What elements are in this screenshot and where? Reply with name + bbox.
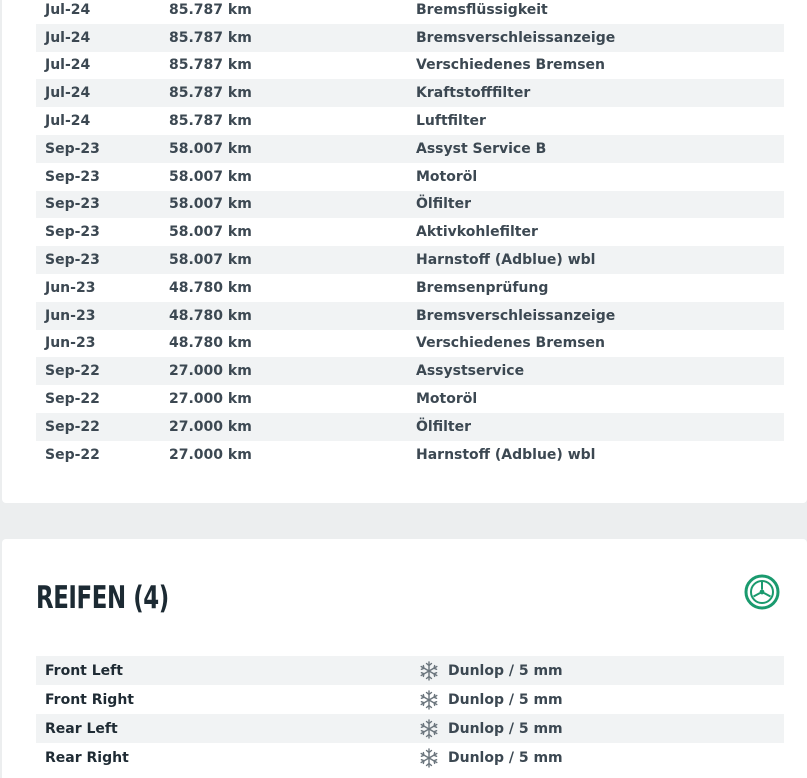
service-date: Sep-23 (45, 224, 100, 241)
service-date: Sep-23 (45, 196, 100, 213)
table-row (36, 163, 784, 191)
service-history-table (36, 0, 784, 469)
table-row (36, 685, 784, 714)
tire-position: Rear Right (45, 749, 129, 766)
snowflake-icon (410, 661, 448, 681)
service-mileage: 85.787 km (169, 85, 252, 102)
table-row (36, 714, 784, 743)
service-date: Jul-24 (45, 113, 91, 130)
tire-info: Dunlop / 5 mm (448, 720, 563, 737)
service-mileage: 58.007 km (169, 168, 252, 185)
service-item: Ölfilter (416, 196, 471, 213)
service-mileage: 85.787 km (169, 29, 252, 46)
service-date: Jun-23 (45, 335, 96, 352)
service-date: Sep-22 (45, 446, 100, 463)
service-item: Ölfilter (416, 418, 471, 435)
service-mileage: 27.000 km (169, 446, 252, 463)
tire-position: Front Left (45, 662, 123, 679)
table-row (36, 441, 784, 469)
tires-card (2, 539, 807, 778)
service-item: Bremsflüssigkeit (416, 1, 548, 18)
snowflake-icon (410, 748, 448, 768)
table-row (36, 330, 784, 358)
service-date: Sep-22 (45, 391, 100, 408)
table-row (36, 656, 784, 685)
service-mileage: 85.787 km (169, 113, 252, 130)
service-mileage: 27.000 km (169, 391, 252, 408)
tire-position: Front Right (45, 691, 134, 708)
service-item: Luftfilter (416, 113, 486, 130)
service-mileage: 85.787 km (169, 57, 252, 74)
table-row (36, 24, 784, 52)
service-item: Assyst Service B (416, 140, 547, 157)
table-row (36, 218, 784, 246)
service-date: Jul-24 (45, 29, 91, 46)
service-date: Jul-24 (45, 57, 91, 74)
service-mileage: 27.000 km (169, 363, 252, 380)
service-mileage: 58.007 km (169, 140, 252, 157)
service-date: Jun-23 (45, 279, 96, 296)
tire-info: Dunlop / 5 mm (448, 691, 563, 708)
service-date: Sep-23 (45, 252, 100, 269)
service-mileage: 48.780 km (169, 335, 252, 352)
tire-info: Dunlop / 5 mm (448, 662, 563, 679)
service-item: Bremsenprüfung (416, 279, 549, 296)
tires-table (36, 656, 784, 772)
service-item: Motoröl (416, 391, 478, 408)
service-date: Sep-23 (45, 168, 100, 185)
service-date: Jun-23 (45, 307, 96, 324)
service-date: Sep-23 (45, 140, 100, 157)
service-item: Harnstoff (Adblue) wbl (416, 252, 596, 269)
service-item: Assystservice (416, 363, 525, 380)
service-mileage: 48.780 km (169, 307, 252, 324)
table-row (36, 0, 784, 24)
table-row (36, 357, 784, 385)
table-row (36, 413, 784, 441)
table-row (36, 246, 784, 274)
service-item: Bremsverschleissanzeige (416, 307, 616, 324)
table-row (36, 135, 784, 163)
service-item: Verschiedenes Bremsen (416, 335, 605, 352)
service-item: Motoröl (416, 168, 478, 185)
table-row (36, 52, 784, 80)
service-date: Sep-22 (45, 363, 100, 380)
service-item: Harnstoff (Adblue) wbl (416, 446, 596, 463)
service-item: Verschiedenes Bremsen (416, 57, 605, 74)
table-row (36, 107, 784, 135)
table-row (36, 385, 784, 413)
service-history-card (2, 0, 807, 503)
table-row (36, 191, 784, 219)
service-item: Kraftstofffilter (416, 85, 531, 102)
service-date: Sep-22 (45, 418, 100, 435)
table-row (36, 79, 784, 107)
snowflake-icon (410, 690, 448, 710)
tires-title: REIFEN (4) (36, 580, 169, 616)
table-row (36, 302, 784, 330)
service-mileage: 48.780 km (169, 279, 252, 296)
service-date: Jul-24 (45, 85, 91, 102)
tire-info: Dunlop / 5 mm (448, 749, 563, 766)
snowflake-icon (410, 719, 448, 739)
service-item: Aktivkohlefilter (416, 224, 538, 241)
service-date: Jul-24 (45, 1, 91, 18)
service-mileage: 27.000 km (169, 418, 252, 435)
service-mileage: 58.007 km (169, 224, 252, 241)
service-mileage: 58.007 km (169, 252, 252, 269)
service-mileage: 58.007 km (169, 196, 252, 213)
tire-position: Rear Left (45, 720, 118, 737)
service-mileage: 85.787 km (169, 1, 252, 18)
table-row (36, 743, 784, 772)
table-row (36, 274, 784, 302)
tire-icon (744, 574, 780, 610)
service-item: Bremsverschleissanzeige (416, 29, 616, 46)
